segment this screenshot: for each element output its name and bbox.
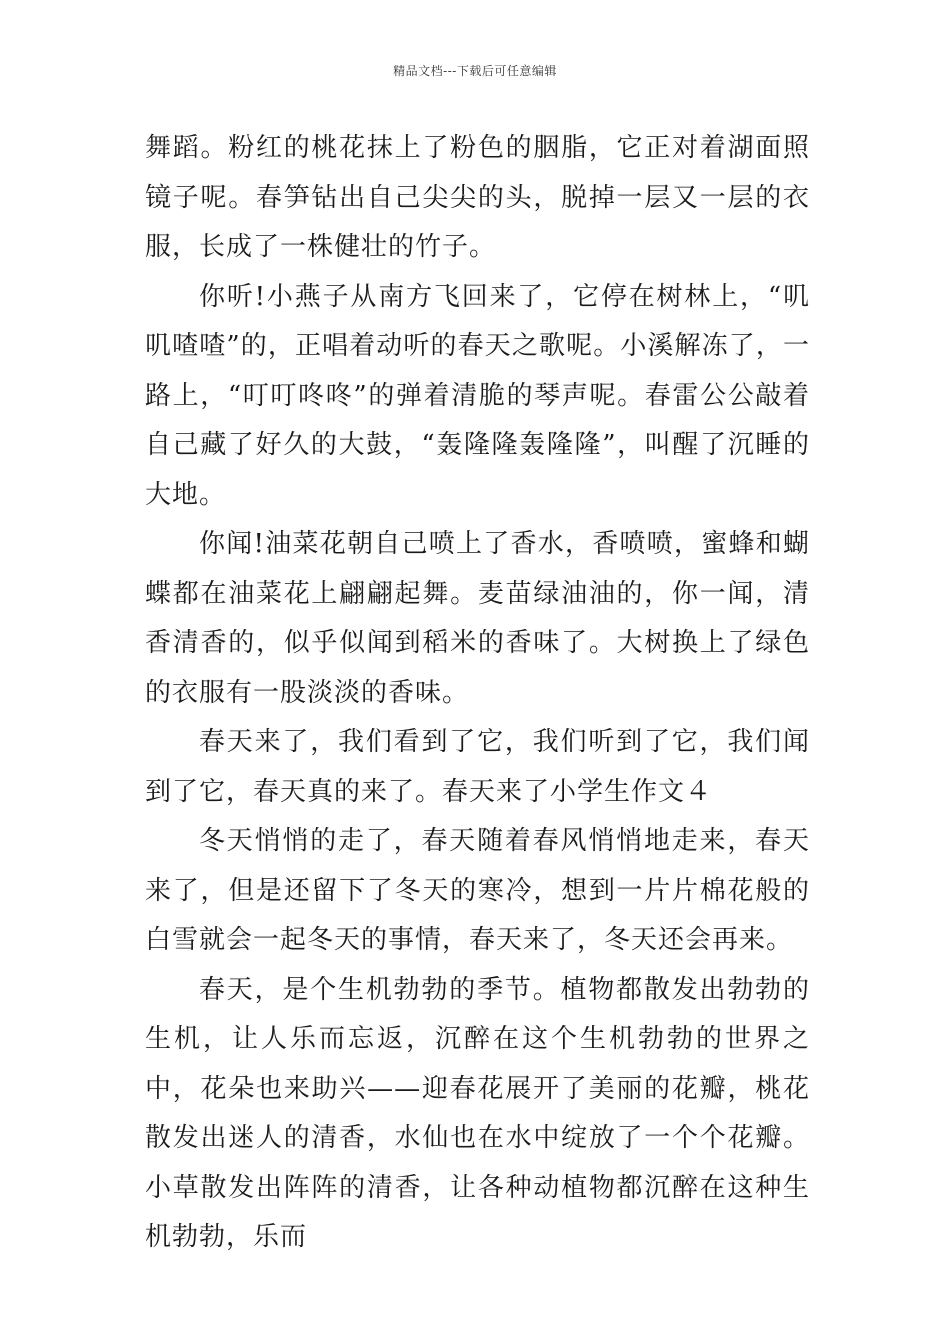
- paragraph-5: 冬天悄悄的走了，春天随着春风悄悄地走来，春天来了，但是还留下了冬天的寒冷，想到一片片棉花般的白雪就会一起冬天的事情，春天来了，冬天还会再来。: [145, 826, 810, 955]
- paragraph-2: 你听!小燕子从南方飞回来了，它停在树林上，“叽叽喳喳”的，正唱着动听的春天之歌呢。小溪解冻了，一路上，“叮叮咚咚”的弹着清脆的琴声呢。春雷公公敲着自己藏了好久的大鼓，“轰隆隆轰隆隆”，叫醒了沉睡的大地。: [145, 281, 810, 510]
- paragraph-1: 舞蹈。粉红的桃花抹上了粉色的胭脂，它正对着湖面照镜子呢。春笋钻出自己尖尖的头，脱掉一层又一层的衣服，长成了一株健壮的竹子。: [145, 133, 810, 262]
- page-header: 精品文档---下载后可任意编辑: [393, 64, 557, 78]
- paragraph-6: 春天，是个生机勃勃的季节。植物都散发出勃勃的生机，让人乐而忘返，沉醉在这个生机勃勃的世界之中，花朵也来助兴——迎春花展开了美丽的花瓣，桃花散发出迷人的清香，水仙也在水中绽放了一个个花瓣。小草散发出阵阵的清香，让各种动植物都沉醉在这种生机勃勃，乐而: [145, 974, 810, 1252]
- document-body: [145, 124, 810, 1263]
- paragraph-4: 春天来了，我们看到了它，我们听到了它，我们闻到了它，春天真的来了。春天来了小学生作文４: [145, 727, 810, 807]
- paragraph-3: 你闻!油菜花朝自己喷上了香水，香喷喷，蜜蜂和蝴蝶都在油菜花上翩翩起舞。麦苗绿油油的，你一闻，清香清香的，似乎似闻到稻米的香味了。大树换上了绿色的衣服有一股淡淡的香味。: [145, 529, 810, 708]
